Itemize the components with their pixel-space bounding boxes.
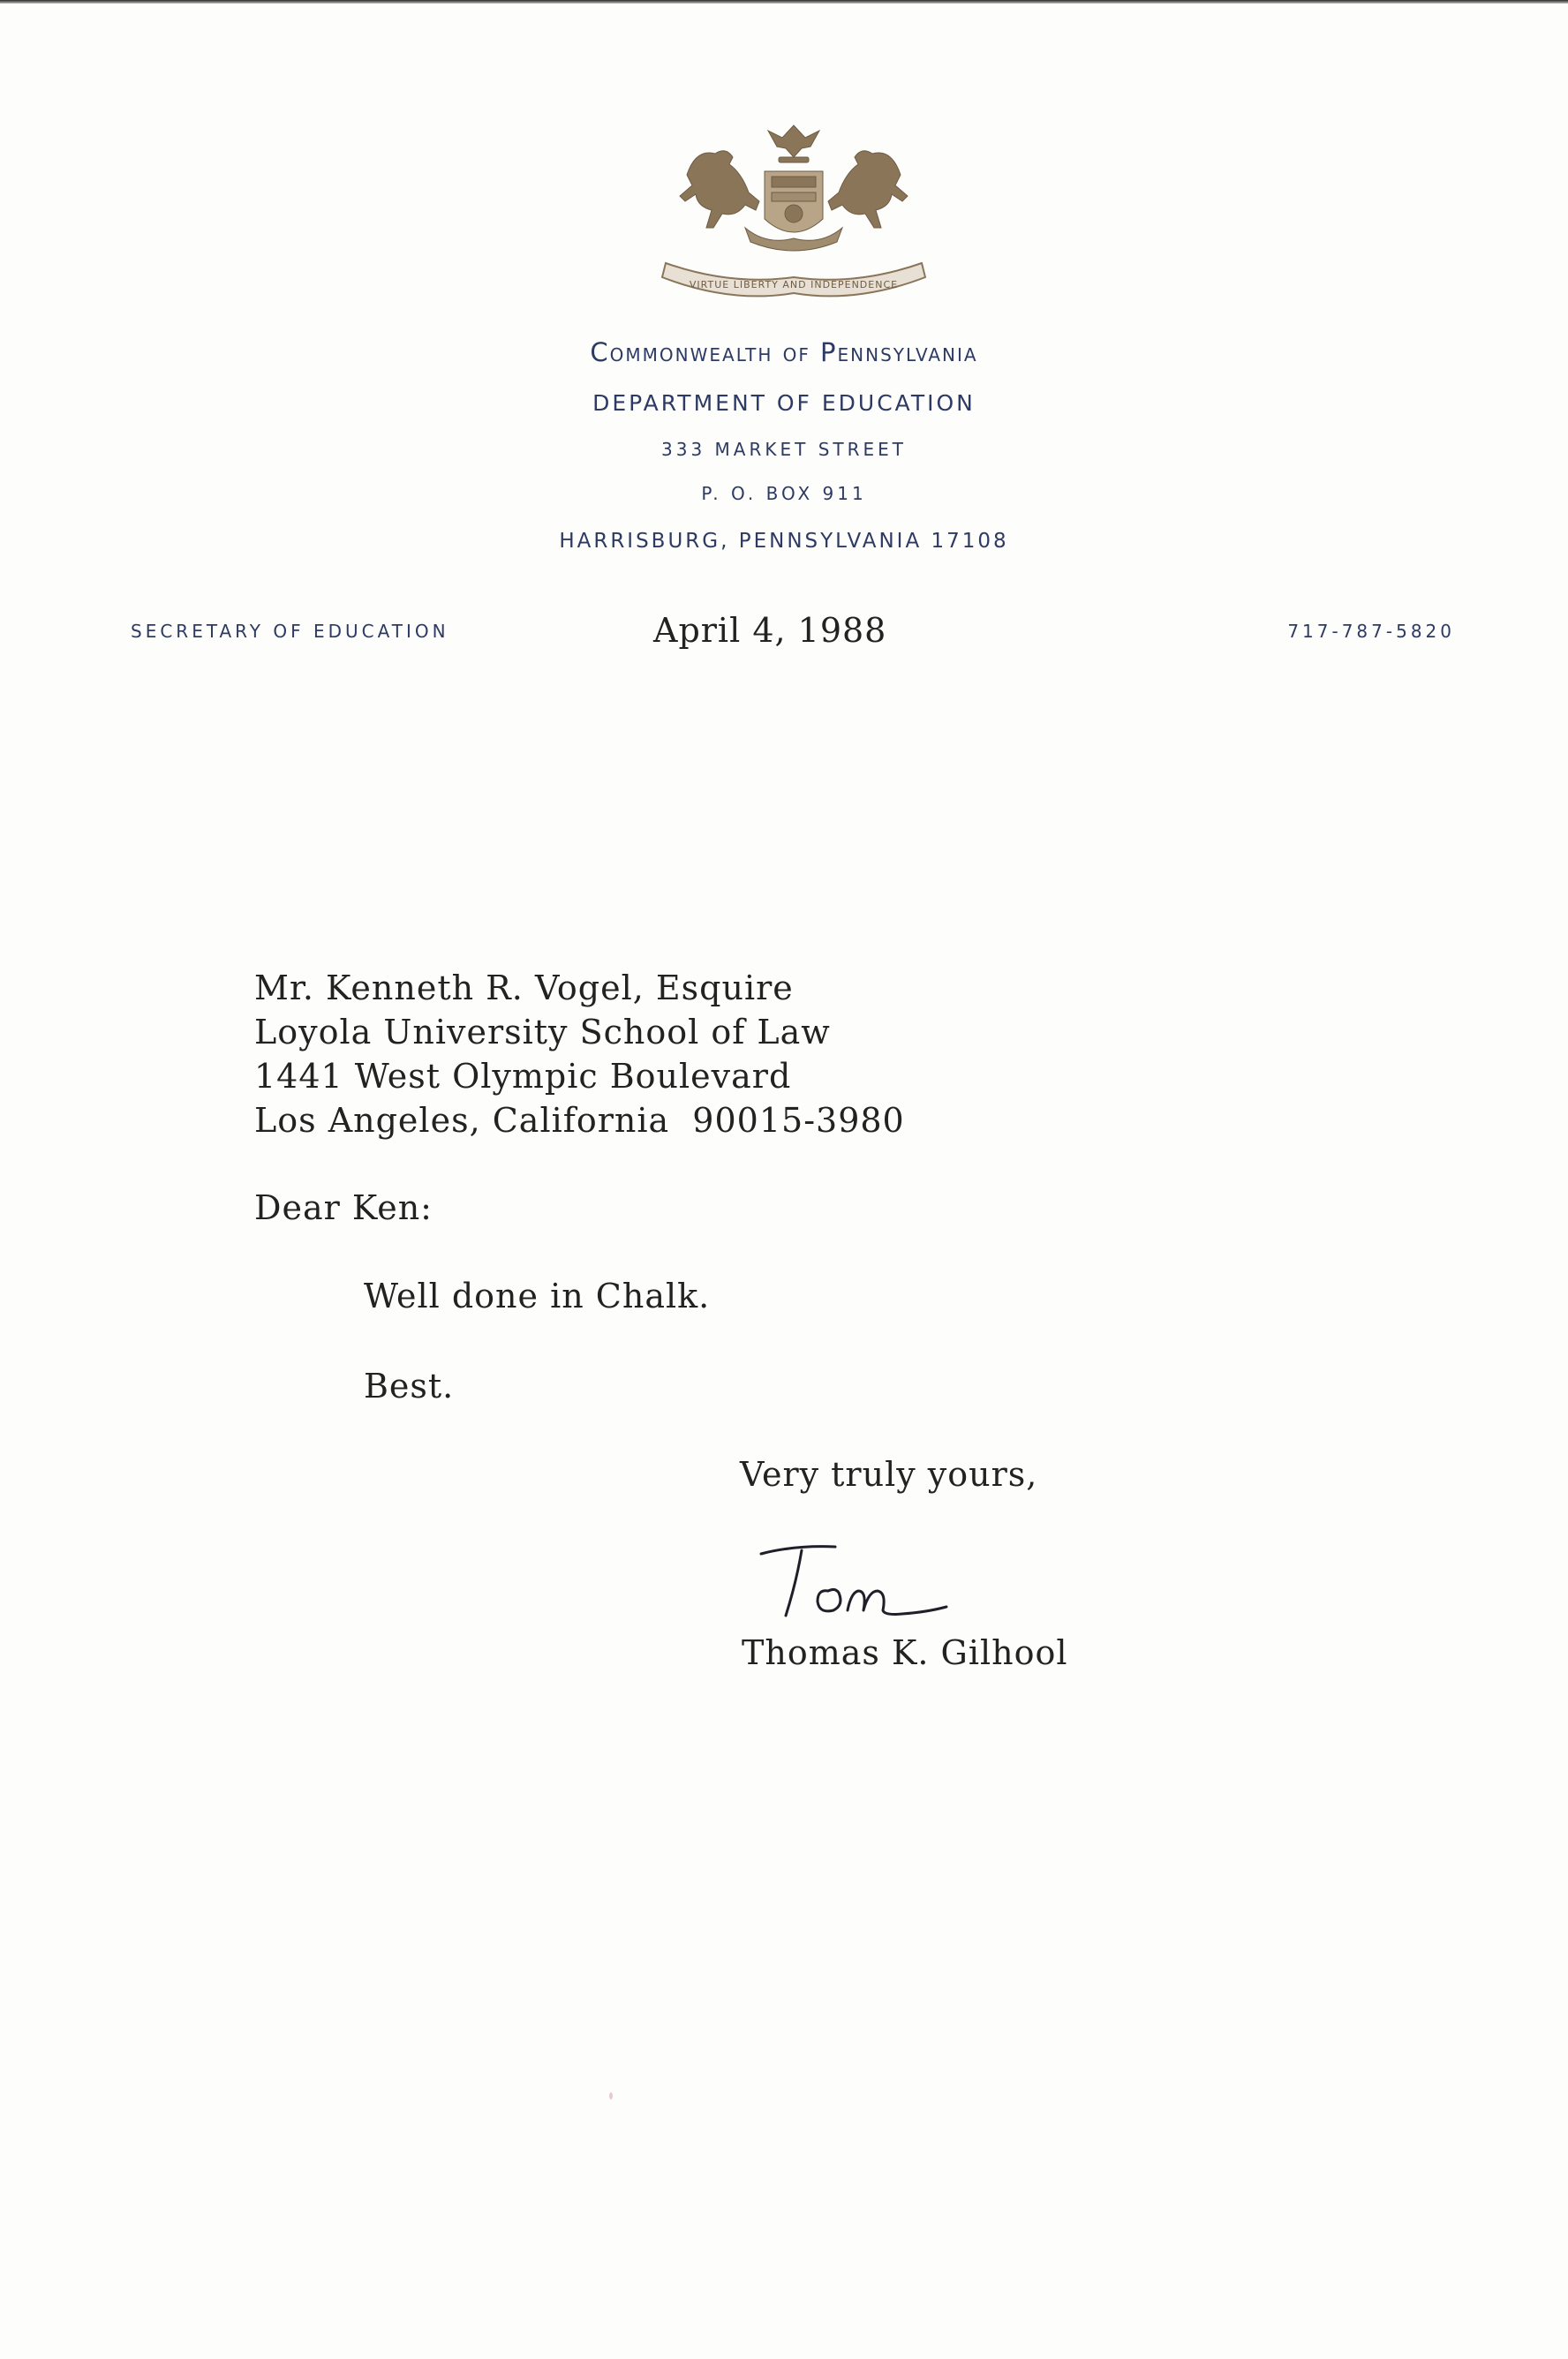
page-top-edge — [0, 0, 1568, 4]
letter-date: April 4, 1988 — [653, 611, 887, 650]
salutation: Dear Ken: — [254, 1188, 433, 1227]
recipient-city: Los Angeles, California 90015-3980 — [254, 1101, 905, 1140]
letterhead-city-line: HARRISBURG, PENNSYLVANIA 17108 — [559, 530, 1009, 553]
body-line: Best. — [364, 1367, 455, 1406]
pennsylvania-seal-icon — [660, 122, 927, 304]
signer-name: Thomas K. Gilhool — [742, 1633, 1068, 1672]
letterhead-po-box: P. O. BOX 911 — [701, 483, 867, 504]
recipient-name: Mr. Kenneth R. Vogel, Esquire — [254, 968, 794, 1007]
letterhead-street: 333 MARKET STREET — [661, 439, 907, 460]
letterhead-phone: 717-787-5820 — [1287, 621, 1455, 642]
letterhead-department: DEPARTMENT OF EDUCATION — [592, 390, 976, 416]
letterhead-organization: Commonwealth of Pennsylvania — [590, 337, 978, 367]
handwritten-signature — [750, 1538, 998, 1626]
letterhead-office: SECRETARY OF EDUCATION — [131, 621, 449, 642]
body-line: Well done in Chalk. — [364, 1277, 711, 1315]
closing: Very truly yours, — [740, 1455, 1038, 1494]
paper-speck — [609, 2092, 613, 2099]
seal-motto: VIRTUE LIBERTY AND INDEPENDENCE — [689, 279, 899, 290]
recipient-institution: Loyola University School of Law — [254, 1013, 831, 1051]
recipient-street: 1441 West Olympic Boulevard — [254, 1057, 792, 1096]
